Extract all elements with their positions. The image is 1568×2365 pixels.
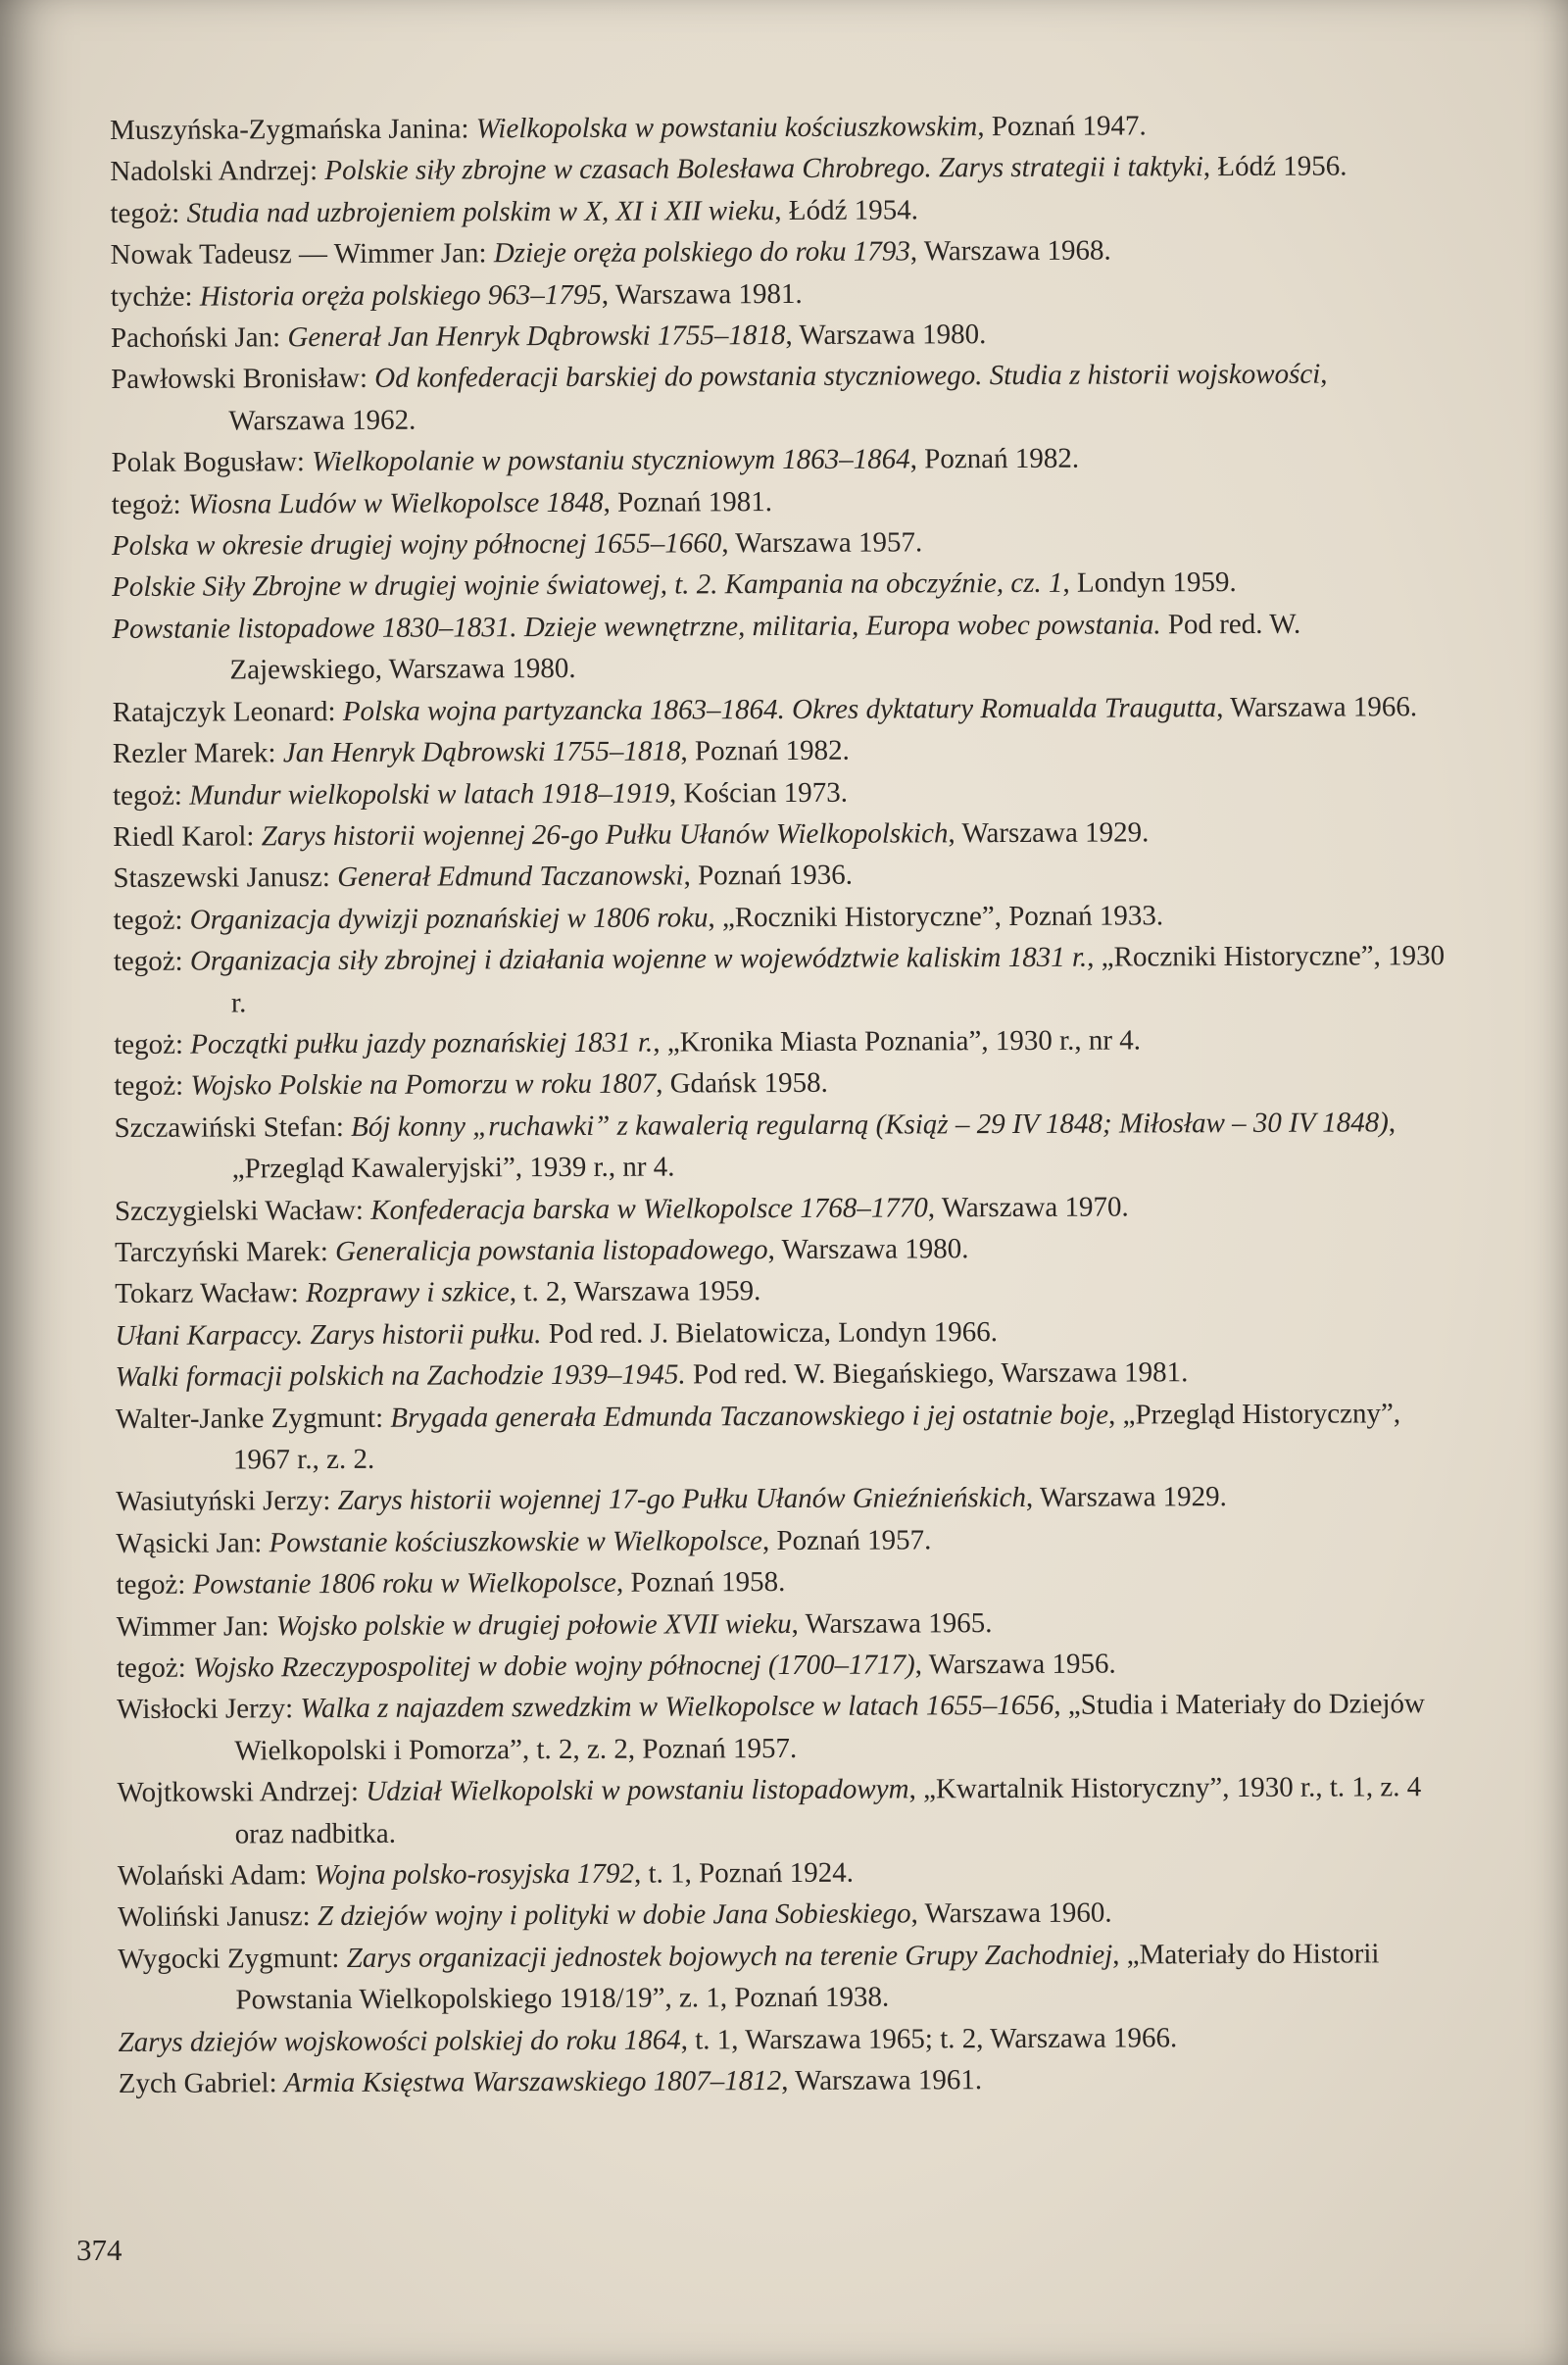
entry-details: , Warszawa 1962. [228, 359, 1328, 437]
bibliography-entry [110, 145, 1443, 192]
entry-details: , Warszawa 1970. [927, 1191, 1129, 1223]
entry-title: Dzieje oręża polskiego do roku 1793 [493, 235, 910, 270]
entry-author: tegoż: [114, 1028, 191, 1060]
entry-title: Walka z najazdem szwedzkim w Wielkopolsce w latach 1655–1656 [300, 1690, 1054, 1725]
entry-title: Wojna polsko-rosyjska 1792 [314, 1857, 635, 1892]
entry-title: Polskie siły zbrojne w czasach Bolesława Chrobrego. Zarys strategii i taktyki [324, 151, 1203, 187]
entry-details: , Warszawa 1929. [1025, 1481, 1227, 1514]
entry-details: , t. 2, Warszawa 1959. [509, 1275, 761, 1308]
entry-title: Powstanie kościuszkowskie w Wielkopolsce [269, 1524, 763, 1559]
entry-title: Wielkopolska w powstaniu kościuszkowskim [475, 111, 978, 145]
entry-author: Muszyńska-Zygmańska Janina: [110, 113, 476, 146]
page-number: 374 [76, 2233, 122, 2267]
entry-title: Bój konny „ruchawki” z kawalerią regularną (Książ – 29 IV 1848; Miłosław – 30 IV 1848) [351, 1107, 1389, 1143]
entry-author: Wąsicki Jan: [116, 1527, 270, 1559]
entry-title: Wojsko Rzeczypospolitej w dobie wojny północnej (1700–1717) [192, 1649, 915, 1684]
entry-title: Udział Wielkopolski w powstaniu listopadowym [366, 1773, 909, 1808]
bibliography-entry [113, 852, 1446, 899]
bibliography-entry [115, 1226, 1447, 1273]
entry-author: Tokarz Wacław: [115, 1277, 307, 1310]
entry-author: tegoż: [116, 1651, 194, 1685]
entry-author: Wisłocki Jerzy: [117, 1693, 301, 1726]
bibliography-entry [118, 1849, 1450, 1897]
entry-title: Z dziejów wojny i polityki w dobie Jana Sobieskiego [317, 1897, 911, 1933]
entry-details: , Warszawa 1960. [910, 1897, 1112, 1930]
entry-title: Zarys organizacji jednostek bojowych na terenie Grupy Zachodniej [346, 1939, 1113, 1974]
entry-details: , „Przegląd Kawaleryjski”, 1939 r., nr 4. [231, 1107, 1396, 1185]
bibliography-entry [114, 1102, 1446, 1191]
entry-title: Od konfederacji barskiej do powstania styczniowego. Studia z historii wojskowości [374, 359, 1321, 395]
bibliography-entry [119, 2057, 1451, 2104]
entry-title: Jan Henryk Dąbrowski 1755–1818 [282, 735, 681, 769]
entry-details: , Poznań 1982. [909, 442, 1080, 475]
entry-details: , Kościan 1973. [668, 776, 849, 810]
bibliography-entry [118, 1892, 1450, 1939]
entry-title: Wielkopolanie w powstaniu styczniowym 1863–1864 [312, 443, 910, 478]
entry-title: Generał Jan Henryk Dąbrowski 1755–1818 [287, 320, 786, 354]
bibliography-entry [117, 1683, 1449, 1772]
entry-title: Brygada generała Edmunda Taczanowskiego i jej ostatnie boje [390, 1399, 1109, 1434]
entry-author: Szczygielski Wacław: [114, 1194, 371, 1227]
bibliography-entry [111, 436, 1444, 483]
entry-details: , Warszawa 1980. [767, 1233, 969, 1266]
entry-details: , „Roczniki Historyczne”, Poznań 1933. [708, 900, 1164, 934]
entry-details: , t. 1, Poznań 1924. [633, 1856, 855, 1890]
entry-author: tegoż: [112, 779, 190, 812]
entry-author: Wygocki Zygmunt: [118, 1942, 347, 1975]
entry-title: Generalicja powstania listopadowego [335, 1234, 768, 1267]
bibliography-entry [114, 1018, 1446, 1065]
entry-details: , Warszawa 1956. [914, 1648, 1116, 1681]
entry-details: , Warszawa 1981. [601, 277, 803, 311]
bibliography-entry [116, 1517, 1448, 1564]
entry-title: Rozprawy i szkice [305, 1276, 510, 1309]
entry-author: Wojtkowski Andrzej: [117, 1776, 367, 1809]
entry-details: , Łódź 1954. [774, 194, 919, 226]
entry-title: Mundur wielkopolski w latach 1918–1919 [189, 777, 669, 812]
entry-title: Zarys historii wojennej 26-go Pułku Ułanów Wielkopolskich [261, 817, 949, 853]
entry-author: Ratajczyk Leonard: [112, 695, 343, 728]
entry-author: Pachoński Jan: [110, 321, 288, 355]
entry-title: Polska wojna partyzancka 1863–1864. Okres dyktatury Romualda Traugutta [342, 691, 1217, 727]
entry-details: , Warszawa 1957. [721, 526, 923, 560]
entry-details: , „Przegląd Historyczny”, 1967 r., z. 2. [232, 1397, 1401, 1476]
entry-details: Pod red. J. Bielatowicza, Londyn 1966. [541, 1315, 999, 1350]
entry-author: Staszewski Janusz: [113, 862, 338, 895]
bibliography-entry [112, 603, 1445, 692]
bibliography-entry [115, 1185, 1447, 1232]
entry-title: Historia oręża polskiego 963–1795 [199, 278, 602, 313]
entry-title: Wojsko polskie w drugiej połowie XVII wieku [275, 1607, 792, 1642]
entry-details: , t. 1, Warszawa 1965; t. 2, Warszawa 1966. [680, 2021, 1178, 2056]
bibliography-entry [113, 769, 1446, 816]
entry-title: Zarys historii wojennej 17-go Pułku Ułanów Gnieźnieńskich [337, 1482, 1027, 1517]
entry-author: Tarczyński Marek: [115, 1235, 336, 1268]
entry-details: , Warszawa 1965. [791, 1606, 993, 1640]
entry-title: Polska w okresie drugiej wojny północnej 1655–1660 [111, 527, 722, 563]
entry-title: Konfederacja barska w Wielkopolsce 1768–1770 [370, 1191, 928, 1226]
entry-details: , Warszawa 1966. [1216, 690, 1418, 723]
entry-details: , Warszawa 1968. [909, 234, 1111, 268]
entry-title: Walki formacji polskich na Zachodzie 1939–1945. [115, 1358, 686, 1394]
entry-author: Nadolski Andrzej: [110, 155, 325, 188]
bibliography-entry [115, 1267, 1447, 1314]
entry-author: tegoż: [113, 904, 190, 936]
bibliography-entry [116, 1475, 1448, 1522]
entry-title: Powstanie 1806 roku w Wielkopolsce [192, 1566, 617, 1601]
entry-author: Wolański Adam: [117, 1859, 315, 1893]
bibliography-entry [110, 187, 1443, 234]
entry-details: Pod red. W. Zajewskiego, Warszawa 1980. [229, 608, 1301, 686]
bibliography-entry [114, 935, 1446, 1024]
bibliography-entry [112, 562, 1445, 609]
bibliography-entry [116, 1558, 1448, 1605]
bibliography-entry [113, 811, 1446, 858]
bibliography-entry [113, 686, 1446, 733]
bibliography-entry [110, 104, 1443, 151]
entry-author: Woliński Janusz: [117, 1900, 318, 1934]
entry-title: Organizacja siły zbrojnej i działania wojenne w województwie kaliskim 1831 r. [189, 941, 1088, 977]
entry-author: tegoż: [114, 1069, 191, 1103]
entry-author: tegoż: [113, 945, 190, 978]
bibliography-entry [111, 228, 1444, 275]
bibliography-entry [118, 1933, 1450, 2022]
entry-author: tegoż: [110, 197, 187, 229]
bibliography-entry [112, 519, 1445, 567]
entry-details: , Gdańsk 1958. [656, 1067, 828, 1100]
entry-title: Zarys dziejów wojskowości polskiej do roku 1864 [118, 2024, 681, 2058]
bibliography-entry [111, 312, 1444, 359]
entry-details: , Poznań 1936. [683, 860, 853, 892]
entry-details: , Warszawa 1929. [948, 816, 1150, 850]
bibliography-entry [119, 2016, 1451, 2063]
entry-details: , Poznań 1958. [615, 1566, 786, 1599]
bibliography-entry [111, 271, 1444, 318]
entry-author: Pawłowski Bronisław: [111, 363, 375, 396]
entry-details: , Poznań 1947. [977, 110, 1147, 143]
entry-details: , Łódź 1956. [1202, 150, 1348, 183]
entry-details: , Poznań 1957. [761, 1524, 932, 1556]
entry-author: Walter-Janke Zygmunt: [115, 1402, 391, 1435]
entry-details: , Poznań 1982. [680, 734, 850, 767]
bibliography-entry [117, 1766, 1449, 1855]
bibliography-list [110, 104, 1451, 2104]
entry-title: Armia Księstwa Warszawskiego 1807–1812 [283, 2065, 782, 2099]
entry-details: , „Kwartalnik Historyczny”, 1930 r., t. 1, z. 4 oraz nadbitka. [234, 1771, 1422, 1850]
entry-title: Generał Edmund Taczanowski [337, 860, 684, 894]
entry-author: Wimmer Jan: [116, 1609, 276, 1643]
entry-author: Riedl Karol: [113, 820, 262, 853]
entry-author: Polak Bogusław: [111, 446, 313, 479]
entry-author: Wasiutyński Jerzy: [116, 1485, 338, 1518]
entry-title: Wiosna Ludów w Wielkopolsce 1848 [187, 486, 604, 520]
entry-author: tegoż: [111, 488, 188, 520]
entry-details: , „Studia i Materiały do Dziejów Wielkopolski i Pomorza”, t. 2, z. 2, Poznań 1957. [234, 1688, 1425, 1767]
entry-title: Ułani Karpaccy. Zarys historii pułku. [115, 1317, 542, 1352]
bibliography-entry [116, 1351, 1448, 1398]
bibliography-entry [111, 354, 1444, 443]
entry-details: , Warszawa 1980. [785, 319, 987, 352]
bibliography-entry [112, 478, 1445, 525]
entry-author: tychże: [110, 280, 200, 313]
entry-title: Organizacja dywizji poznańskiej w 1806 roku [189, 902, 709, 936]
bibliography-entry [117, 1642, 1449, 1689]
entry-title: Wojsko Polskie na Pomorzu w roku 1807 [190, 1067, 657, 1102]
entry-details: , Warszawa 1961. [781, 2064, 983, 2097]
entry-author: Szczawiński Stefan: [114, 1110, 352, 1144]
entry-title: Studia nad uzbrojeniem polskim w X, XI i XII wieku [186, 194, 775, 229]
entry-details: , „Roczniki Historyczne”, 1930 r. [230, 940, 1446, 1018]
entry-author: tegoż: [116, 1568, 193, 1601]
bibliography-entry [115, 1309, 1447, 1356]
entry-title: Początki pułku jazdy poznańskiej 1831 r. [190, 1026, 654, 1060]
bibliography-entry [113, 727, 1446, 774]
entry-title: Powstanie listopadowe 1830–1831. Dzieje wewnętrzne, militaria, Europa wobec powstania. [112, 609, 1161, 645]
entry-details: , „Kronika Miasta Poznania”, 1930 r., nr 4. [653, 1024, 1142, 1059]
entry-author: Rezler Marek: [112, 737, 283, 770]
bibliography-entry [114, 894, 1446, 941]
entry-author: Nowak Tadeusz — Wimmer Jan: [110, 237, 494, 271]
entry-details: , „Materiały do Historii Powstania Wielkopolskiego 1918/19”, z. 1, Poznań 1938. [235, 1938, 1380, 2016]
entry-details: , Poznań 1981. [603, 485, 773, 518]
bibliography-entry [114, 1059, 1446, 1107]
entry-author: Zych Gabriel: [118, 2067, 284, 2100]
bibliography-entry [117, 1601, 1449, 1648]
bibliography-entry [116, 1393, 1448, 1482]
entry-details: Pod red. W. Biegańskiego, Warszawa 1981. [685, 1356, 1189, 1391]
entry-title: Polskie Siły Zbrojne w drugiej wojnie światowej, t. 2. Kampania na obczyźnie, cz. 1 [112, 567, 1063, 604]
entry-details: , Londyn 1959. [1062, 567, 1237, 600]
